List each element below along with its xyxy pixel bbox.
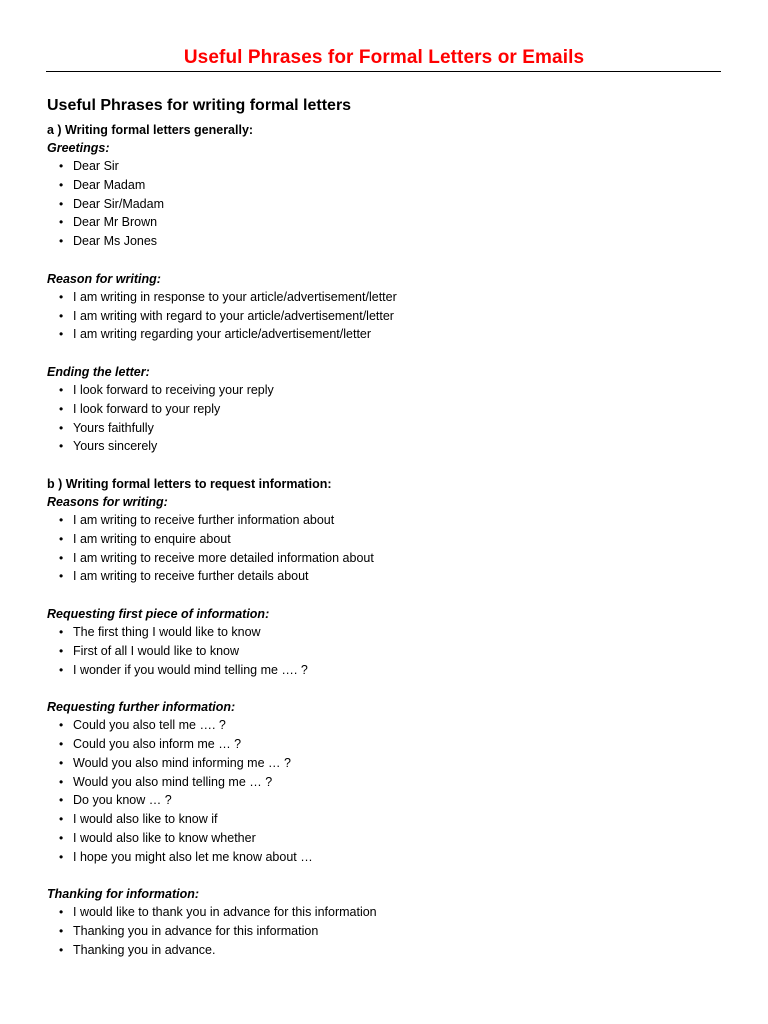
title-divider (46, 71, 721, 72)
list-item: • I am writing to receive further information about (47, 511, 727, 530)
list-item: • I look forward to receiving your reply (47, 381, 727, 400)
section-a (47, 121, 727, 475)
list-item: • I wonder if you would mind telling me …. ? (47, 661, 727, 680)
group-requesting-first-information (47, 605, 727, 679)
list-item: • Would you also mind informing me … ? (47, 754, 727, 773)
group-title: Reason for writing: (47, 271, 161, 286)
spacer (47, 251, 727, 270)
section-title: b ) Writing formal letters to request information: (47, 476, 332, 491)
list-item: • I would also like to know if (47, 810, 727, 829)
list-item: • I would like to thank you in advance for this information (47, 903, 727, 922)
group-title: Reasons for writing: (47, 494, 168, 509)
phrase-list (47, 288, 727, 344)
list-item: • Could you also inform me … ? (47, 735, 727, 754)
list-item: • First of all I would like to know (47, 642, 727, 661)
main-heading: Useful Phrases for writing formal letters (47, 97, 352, 114)
group-title: Thanking for information: (47, 887, 200, 902)
list-item: • Could you also tell me …. ? (47, 716, 727, 735)
list-item: • Dear Sir/Madam (47, 195, 727, 214)
list-item: • I am writing to enquire about (47, 530, 727, 549)
phrase-list (47, 511, 727, 586)
list-item: • Dear Ms Jones (47, 232, 727, 251)
list-item: • I look forward to your reply (47, 400, 727, 419)
list-item: • Yours faithfully (47, 419, 727, 438)
list-item: • Thanking you in advance. (47, 941, 727, 960)
list-item: • I hope you might also let me know about … (47, 848, 727, 867)
phrase-list (47, 623, 727, 679)
group-title: Ending the letter: (47, 364, 150, 379)
list-item: • I am writing to receive more detailed information about (47, 549, 727, 568)
spacer (47, 456, 727, 475)
spacer (47, 679, 727, 698)
group-greetings (47, 139, 727, 251)
phrase-list (47, 716, 727, 866)
list-item: • Would you also mind telling me … ? (47, 773, 727, 792)
group-reason-for-writing (47, 270, 727, 344)
group-title: Greetings: (47, 141, 110, 155)
list-item: • I am writing in response to your article/advertisement/letter (47, 288, 727, 307)
list-item: • I would also like to know whether (47, 829, 727, 848)
spacer (47, 344, 727, 363)
list-item: • Do you know … ? (47, 791, 727, 810)
phrase-list (47, 157, 727, 251)
section-b (47, 475, 727, 960)
group-thanking-for-information (47, 885, 727, 959)
list-item: • Dear Mr Brown (47, 213, 727, 232)
document-title: Useful Phrases for Formal Letters or Emails (183, 47, 585, 68)
document-body (47, 96, 727, 960)
list-item: • Dear Sir (47, 157, 727, 176)
phrase-list (47, 381, 727, 456)
spacer (47, 586, 727, 605)
list-item: • Thanking you in advance for this information (47, 922, 727, 941)
list-item: • The first thing I would like to know (47, 623, 727, 642)
list-item: • Dear Madam (47, 176, 727, 195)
group-reasons-for-writing (47, 493, 727, 586)
group-title: Requesting first piece of information: (47, 606, 270, 621)
list-item: • I am writing with regard to your article/advertisement/letter (47, 307, 727, 326)
list-item: • Yours sincerely (47, 437, 727, 456)
phrase-list (47, 903, 727, 959)
spacer (47, 867, 727, 886)
list-item: • I am writing to receive further details about (47, 567, 727, 586)
group-requesting-further-information (47, 698, 727, 866)
list-item: • I am writing regarding your article/advertisement/letter (47, 325, 727, 344)
section-title: a ) Writing formal letters generally: (47, 123, 254, 137)
group-title: Requesting further information: (47, 700, 236, 715)
group-ending-the-letter (47, 363, 727, 456)
